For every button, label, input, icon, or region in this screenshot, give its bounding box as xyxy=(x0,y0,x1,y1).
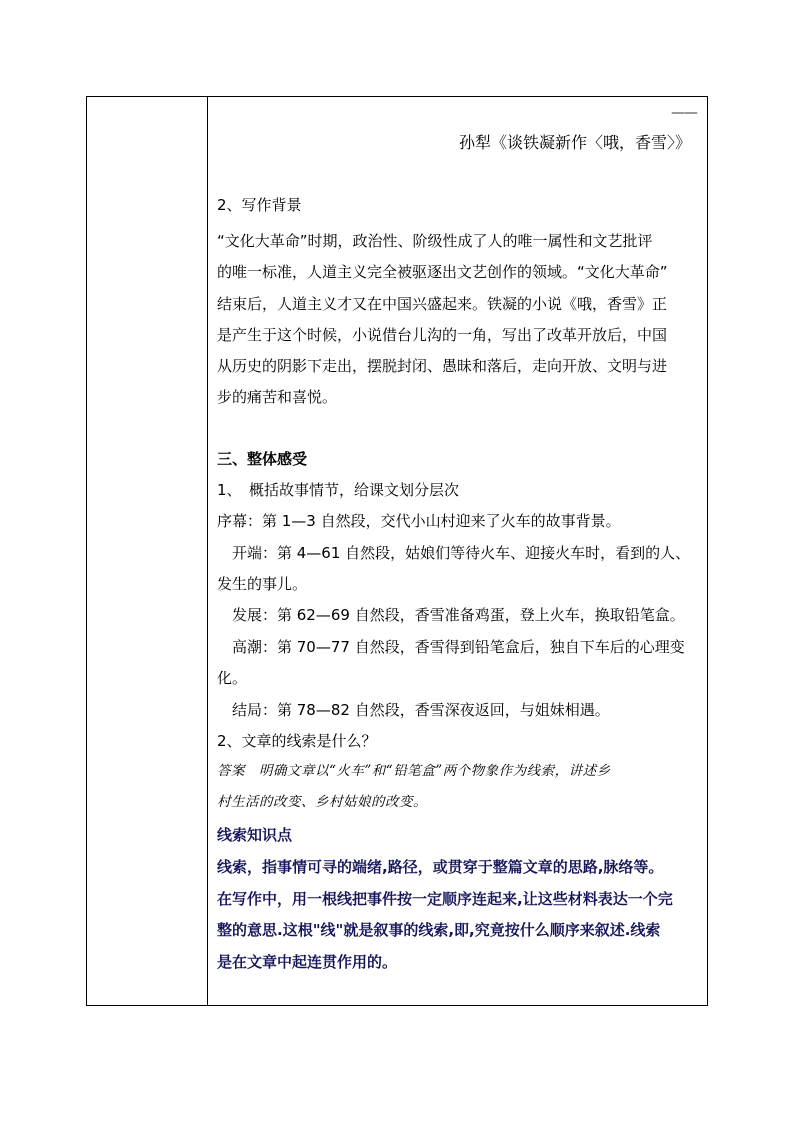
background-line: 结束后，人道主义才又在中国兴盛起来。铁凝的小说《哦，香雪》正 xyxy=(217,295,668,313)
plot-line: 化。 xyxy=(217,669,248,687)
section-heading: 三、整体感受 xyxy=(217,450,308,468)
knowledge-line: 线索，指事情可寻的端绪,路径，或贯穿于整篇文章的思路,脉络等。 xyxy=(217,858,664,876)
table-content-cell xyxy=(209,97,707,1005)
attribution-dash: —— xyxy=(671,105,697,121)
background-line: 步的痛苦和喜悦。 xyxy=(217,388,338,406)
background-line: 从历史的阴影下走出，摆脱封闭、愚昧和落后，走向开放、文明与进 xyxy=(217,357,668,375)
background-heading: 2、写作背景 xyxy=(217,196,302,214)
answer-line: 答案 明确文章以“火车”和“铅笔盒”两个物象作为线索，讲述乡 xyxy=(217,763,611,779)
knowledge-line: 整的意思.这根"线"就是叙事的线索,即,究竟按什么顺序来叙述.线索 xyxy=(217,921,661,939)
knowledge-line: 在写作中，用一根线把事件按一定顺序连起来,让这些材料表达一个完 xyxy=(217,890,673,908)
plot-line: 结局：第 78—82 自然段，香雪深夜返回，与姐妹相遇。 xyxy=(217,701,610,719)
background-line: 是产生于这个时候，小说借台儿沟的一角，写出了改革开放后，中国 xyxy=(217,326,668,344)
answer-line: 村生活的改变、乡村姑娘的改变。 xyxy=(217,794,427,810)
knowledge-heading: 线索知识点 xyxy=(217,826,293,844)
background-line: 的唯一标准，人道主义完全被驱逐出文艺创作的领域。“文化大革命” xyxy=(217,263,668,281)
background-line: “文化大革命”时期，政治性、阶级性成了人的唯一属性和文艺批评 xyxy=(217,232,653,250)
question-1: 1、 概括故事情节，给课文划分层次 xyxy=(217,481,460,499)
lesson-table xyxy=(86,96,708,1006)
plot-line: 发展：第 62—69 自然段，香雪准备鸡蛋，登上火车，换取铅笔盒。 xyxy=(217,606,685,624)
table-left-column xyxy=(87,97,208,1005)
plot-line: 序幕：第 1—3 自然段，交代小山村迎来了火车的故事背景。 xyxy=(217,512,621,530)
plot-line: 发生的事儿。 xyxy=(217,575,308,593)
plot-line: 开端：第 4—61 自然段，姑娘们等待火车、迎接火车时，看到的人、 xyxy=(217,544,691,562)
plot-line: 高潮：第 70—77 自然段，香雪得到铅笔盒后，独自下车后的心理变 xyxy=(217,638,685,656)
attribution-source: 孙犁《谈铁凝新作〈哦，香雪〉》 xyxy=(458,133,691,152)
question-2: 2、文章的线索是什么？ xyxy=(217,732,377,750)
knowledge-line: 是在文章中起连贯作用的。 xyxy=(217,953,398,971)
